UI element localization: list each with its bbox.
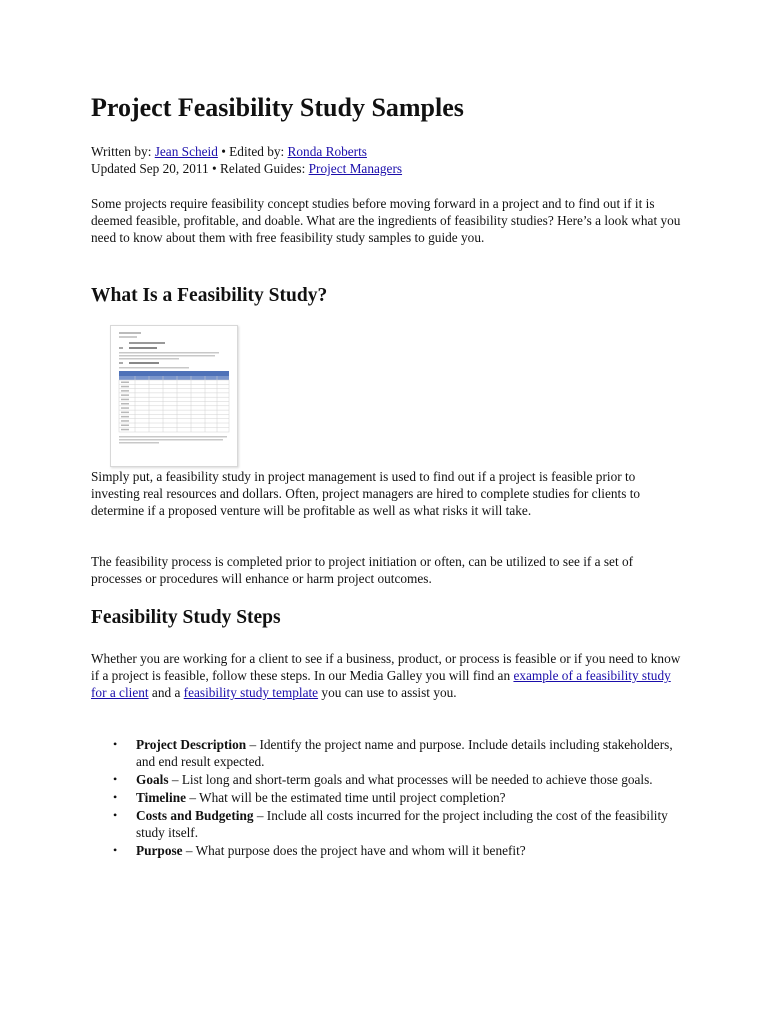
updated-label: Updated Sep 20, 2011 • Related Guides: xyxy=(91,161,309,176)
list-item xyxy=(91,736,683,770)
step-text: – Identify the project name and purpose. Include details including stakeholders, and end result expected. xyxy=(136,737,673,769)
intro-paragraph: Some projects require feasibility concept studies before moving forward in a project and to find out if it is deemed feasible, profitable, and doable. What are the ingredients of feasibility studies? Here’s a look what you need to know about them with free feasibility study samples to guide you. xyxy=(91,196,681,245)
steps-list xyxy=(91,736,683,860)
step-text: – Include all costs incurred for the project including the cost of the feasibility study itself. xyxy=(136,808,668,840)
step-text: – What purpose does the project have and whom will it benefit? xyxy=(182,843,526,858)
section-heading-steps: Feasibility Study Steps xyxy=(91,607,281,628)
page-title: Project Feasibility Study Samples xyxy=(91,93,464,122)
bullet-icon: • xyxy=(113,843,118,857)
steps-intro-text-mid: and a xyxy=(148,685,184,700)
step-term: Timeline xyxy=(136,790,186,805)
steps-intro-paragraph xyxy=(91,650,683,701)
author-link[interactable]: Jean Scheid xyxy=(154,144,218,159)
steps-intro-text-start: Whether you are working for a client to see if a business, product, or process is feasible or if you need to know if a project is feasible, follow these steps. In our Media Galley you will find an xyxy=(91,651,681,683)
edited-by-label: • Edited by: xyxy=(217,144,288,159)
step-text: – List long and short-term goals and what processes will be needed to achieve those goals. xyxy=(168,772,653,787)
bullet-icon: • xyxy=(113,737,118,751)
list-item xyxy=(91,807,683,841)
steps-intro-text-end: you can use to assist you. xyxy=(318,685,457,700)
list-item xyxy=(91,771,683,788)
step-text: – What will be the estimated time until project completion? xyxy=(186,790,506,805)
step-term: Costs and Budgeting xyxy=(136,808,254,823)
study-template-link[interactable]: feasibility study template xyxy=(183,685,319,700)
byline xyxy=(91,143,402,177)
bullet-icon: • xyxy=(113,790,118,804)
bullet-icon: • xyxy=(113,772,118,786)
bullet-icon: • xyxy=(113,808,118,822)
list-item xyxy=(91,842,683,859)
list-item xyxy=(91,789,683,806)
feasibility-definition-paragraph: Simply put, a feasibility study in project management is used to find out if a project is feasible prior to investing real resources and dollars. Often, project managers are hired to complete studies for clients to determine if a proposed venture will be profitable as well as what risks it will take. xyxy=(91,469,641,518)
related-guide-link[interactable]: Project Managers xyxy=(308,161,403,176)
editor-link[interactable]: Ronda Roberts xyxy=(287,144,367,159)
feasibility-document-thumbnail[interactable] xyxy=(110,325,238,467)
section-heading-what-is: What Is a Feasibility Study? xyxy=(91,285,328,306)
document-preview-image xyxy=(111,326,237,466)
step-term: Purpose xyxy=(136,843,183,858)
example-study-link[interactable]: example of a feasibility study for a client xyxy=(91,668,671,700)
feasibility-process-paragraph: The feasibility process is completed prior to project initiation or often, can be utilized to see if a set of processes or procedures will enhance or harm project outcomes. xyxy=(91,554,634,586)
written-by-label: Written by: xyxy=(91,144,155,159)
step-term: Project Description xyxy=(136,737,247,752)
step-term: Goals xyxy=(136,772,169,787)
